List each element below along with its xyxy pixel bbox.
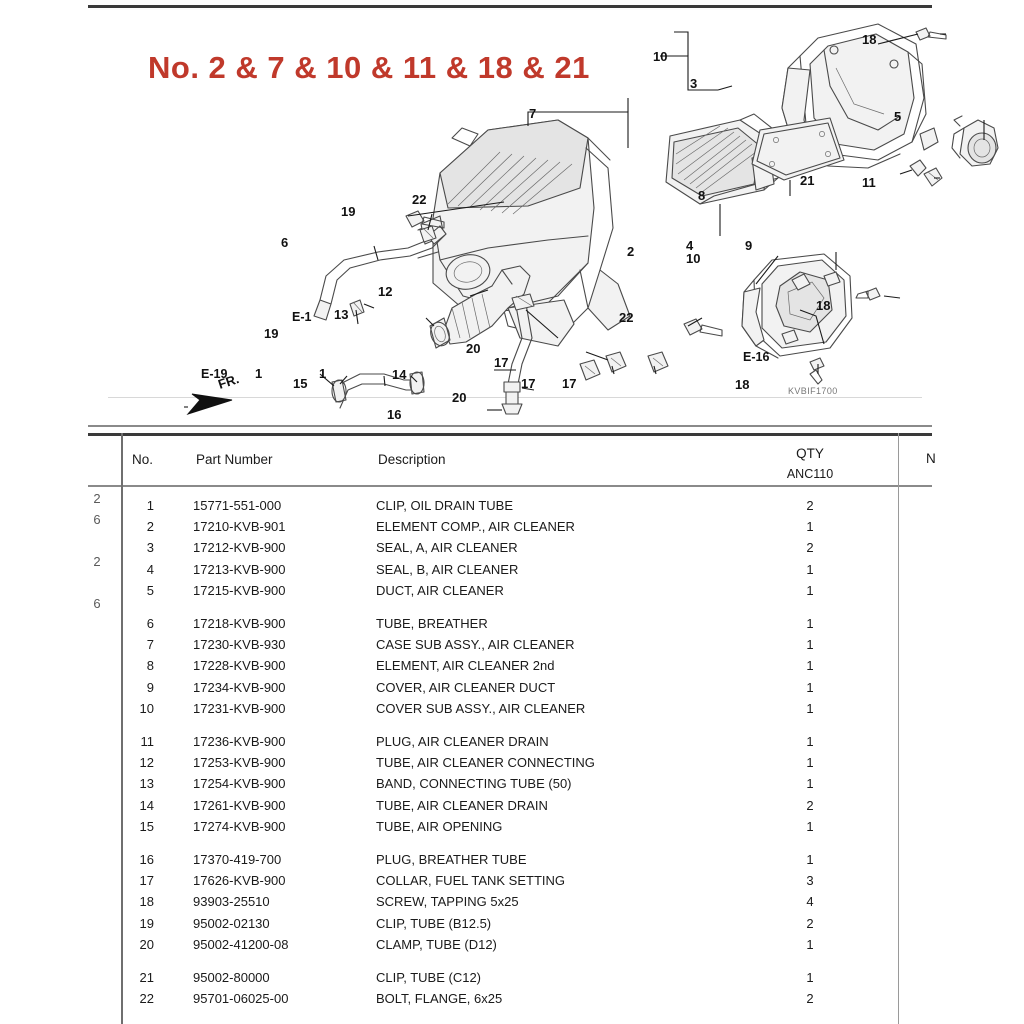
- cell-qty: 1: [806, 582, 814, 598]
- cell-part-number: 95002-02130: [193, 915, 270, 931]
- callout-number: 18: [816, 298, 831, 313]
- cell-no: 10: [139, 700, 154, 716]
- cell-qty: 1: [806, 519, 814, 535]
- callout-number: 13: [334, 307, 349, 322]
- cell-qty: 1: [806, 970, 814, 985]
- cell-qty: 1: [806, 776, 814, 792]
- cell-no: 13: [139, 776, 154, 792]
- callout-number: 9: [745, 238, 753, 253]
- cell-description: TUBE, AIR CLEANER DRAIN: [376, 797, 548, 813]
- duct-air-cleaner-illustration: [952, 116, 998, 166]
- cell-no: 21: [139, 970, 154, 985]
- cell-no: 5: [146, 582, 154, 598]
- cell-description: CLIP, OIL DRAIN TUBE: [376, 498, 514, 513]
- cell-part-number: 95002-41200-08: [193, 936, 289, 952]
- header-no: No.: [132, 452, 154, 467]
- callout-number: 19: [341, 204, 356, 219]
- cell-description: TUBE, AIR CLEANER CONNECTING: [376, 755, 595, 771]
- diagram-title: No. 2 & 7 & 10 & 11 & 18 & 21: [148, 50, 590, 85]
- drawing-code-label: KVBIF1700: [788, 386, 838, 396]
- cell-description: BOLT, FLANGE, 6x25: [376, 991, 503, 1007]
- cell-qty: 1: [806, 852, 814, 867]
- callout-number: 5: [894, 109, 902, 124]
- cell-description: DUCT, AIR CLEANER: [376, 582, 504, 598]
- callout-number: 17: [562, 376, 577, 391]
- collar-fuel-tank-setting-illustration: [580, 352, 668, 380]
- front-direction-label: FR.: [216, 371, 241, 392]
- cell-qty: 2: [806, 991, 814, 1007]
- callout-number: 20: [466, 341, 481, 356]
- header-part-number: Part Number: [196, 452, 273, 467]
- cell-qty: 2: [806, 540, 814, 556]
- callout-number: 10: [686, 251, 701, 266]
- callout-number: 1: [319, 366, 327, 381]
- cell-part-number: 17228-KVB-900: [193, 658, 286, 674]
- cell-description: TUBE, AIR OPENING: [376, 818, 503, 834]
- cell-no: 4: [146, 561, 154, 577]
- callout-number: 7: [529, 106, 537, 121]
- cell-no: 6: [146, 616, 154, 631]
- clip-tube-c12-illustration: [910, 160, 926, 176]
- callout-number: 8: [698, 188, 706, 203]
- cell-part-number: 93903-25510: [193, 894, 270, 910]
- callout-number: 22: [412, 192, 427, 207]
- section-reference-label: E-16: [743, 350, 770, 364]
- cell-part-number: 17236-KVB-900: [193, 734, 286, 749]
- header-qty: [760, 446, 860, 481]
- cutoff-edge-number: 2: [93, 554, 101, 569]
- cell-description: TUBE, BREATHER: [376, 616, 488, 631]
- cell-description: COLLAR, FUEL TANK SETTING: [376, 873, 566, 889]
- cell-part-number: 17231-KVB-900: [193, 700, 286, 716]
- cutoff-edge-number: 6: [93, 512, 101, 527]
- cell-description: SCREW, TAPPING 5x25: [376, 894, 519, 910]
- cell-part-number: 15771-551-000: [193, 498, 282, 513]
- plug-air-cleaner-drain-illustration: [924, 168, 942, 186]
- table-top-border: [88, 433, 932, 436]
- callout-number: 3: [690, 76, 698, 91]
- parts-list-table: [88, 433, 936, 1024]
- cell-no: 19: [139, 915, 154, 931]
- cell-qty: 1: [806, 561, 814, 577]
- table-header-border: [88, 485, 932, 487]
- cell-qty: 1: [806, 936, 814, 952]
- cell-no: 14: [139, 797, 154, 813]
- cell-no: 2: [146, 519, 154, 535]
- cell-no: 17: [139, 873, 154, 889]
- cell-no: 8: [146, 658, 154, 674]
- exploded-parts-drawing: [88, 8, 932, 428]
- cell-qty: 1: [806, 658, 814, 674]
- cell-qty: 2: [806, 498, 814, 513]
- cell-no: 20: [139, 936, 154, 952]
- callout-number: 18: [862, 32, 877, 47]
- cell-no: 12: [139, 755, 154, 771]
- callout-number: 14: [392, 367, 407, 382]
- cell-qty: 3: [806, 873, 814, 889]
- column-separator-left: [121, 433, 123, 1024]
- callout-number: 15: [293, 376, 308, 391]
- cell-no: 7: [146, 637, 154, 653]
- cell-part-number: 17213-KVB-900: [193, 561, 286, 577]
- callout-number: 22: [619, 310, 634, 325]
- cell-part-number: 17215-KVB-900: [193, 582, 286, 598]
- cell-description: COVER SUB ASSY., AIR CLEANER: [376, 700, 586, 716]
- callout-number: 12: [378, 284, 393, 299]
- cell-description: BAND, CONNECTING TUBE (50): [376, 776, 572, 792]
- cell-qty: 1: [806, 679, 814, 695]
- clip-tube-b125-illustration: [350, 226, 436, 316]
- cell-no: 22: [139, 991, 154, 1007]
- cell-qty: 1: [806, 700, 814, 716]
- cell-part-number: 95701-06025-00: [193, 991, 289, 1007]
- cell-description: SEAL, A, AIR CLEANER: [376, 540, 518, 556]
- exploded-diagram-panel: [88, 5, 932, 425]
- callout-number: 17: [494, 355, 509, 370]
- cell-part-number: 17254-KVB-900: [193, 776, 286, 792]
- section-reference-label: E-19: [201, 367, 228, 381]
- cell-part-number: 95002-80000: [193, 970, 270, 985]
- cell-description: COVER, AIR CLEANER DUCT: [376, 679, 556, 695]
- cutoff-edge-number: 2: [93, 491, 101, 506]
- cell-qty: 1: [806, 616, 814, 631]
- cell-qty: 2: [806, 915, 814, 931]
- cell-part-number: 17626-KVB-900: [193, 873, 286, 889]
- column-separator-right: [898, 433, 899, 1024]
- cutoff-edge-number: 6: [93, 596, 101, 611]
- cell-description: CLIP, TUBE (B12.5): [376, 915, 492, 931]
- callout-number: 11: [862, 175, 876, 190]
- header-right-cutoff: N: [926, 451, 936, 466]
- cell-no: 15: [139, 818, 154, 834]
- cell-description: ELEMENT, AIR CLEANER 2nd: [376, 658, 555, 674]
- header-qty-label: QTY: [796, 446, 824, 461]
- element-2nd-illustration: [752, 118, 844, 180]
- cell-part-number: 17212-KVB-900: [193, 540, 286, 556]
- cell-description: CLIP, TUBE (C12): [376, 970, 482, 985]
- cell-qty: 2: [806, 797, 814, 813]
- callout-number: 6: [281, 235, 289, 250]
- cell-description: ELEMENT COMP., AIR CLEANER: [376, 519, 575, 535]
- air-cleaner-case-illustration: [418, 120, 630, 346]
- cell-qty: 1: [806, 818, 814, 834]
- cell-no: 1: [146, 498, 154, 513]
- cell-no: 11: [140, 734, 154, 749]
- cell-description: PLUG, BREATHER TUBE: [376, 852, 527, 867]
- cell-qty: 1: [806, 755, 814, 771]
- callout-number: 1: [255, 366, 263, 381]
- cell-description: CASE SUB ASSY., AIR CLEANER: [376, 637, 575, 653]
- cell-part-number: 17274-KVB-900: [193, 818, 286, 834]
- callout-number: 18: [735, 377, 750, 392]
- cell-no: 18: [139, 894, 154, 910]
- cell-description: SEAL, B, AIR CLEANER: [376, 561, 519, 577]
- header-qty-model: ANC110: [786, 467, 834, 481]
- callout-number: 20: [452, 390, 467, 405]
- cell-part-number: 17210-KVB-901: [193, 519, 286, 535]
- section-reference-label: E-1: [292, 310, 312, 324]
- callout-number: 10: [653, 49, 668, 64]
- cell-part-number: 17261-KVB-900: [193, 797, 286, 813]
- cell-part-number: 17230-KVB-930: [193, 637, 286, 653]
- cell-qty: 1: [806, 734, 814, 749]
- callout-number: 4: [686, 238, 694, 253]
- header-description: Description: [378, 452, 446, 467]
- cell-part-number: 17234-KVB-900: [193, 679, 286, 695]
- cell-part-number: 17218-KVB-900: [193, 616, 286, 631]
- callout-number: 21: [800, 173, 815, 188]
- cell-no: 9: [146, 679, 154, 695]
- cell-part-number: 17253-KVB-900: [193, 755, 286, 771]
- callout-number: 19: [264, 326, 279, 341]
- cell-qty: 4: [806, 894, 814, 910]
- callout-number: 16: [387, 407, 402, 422]
- cell-description: CLAMP, TUBE (D12): [376, 936, 497, 952]
- cell-no: 3: [146, 540, 154, 556]
- callout-number: 2: [627, 244, 635, 259]
- cell-part-number: 17370-419-700: [193, 852, 282, 867]
- callout-number: 17: [521, 376, 536, 391]
- cell-description: PLUG, AIR CLEANER DRAIN: [376, 734, 549, 749]
- cell-qty: 1: [806, 637, 814, 653]
- cell-no: 16: [139, 852, 154, 867]
